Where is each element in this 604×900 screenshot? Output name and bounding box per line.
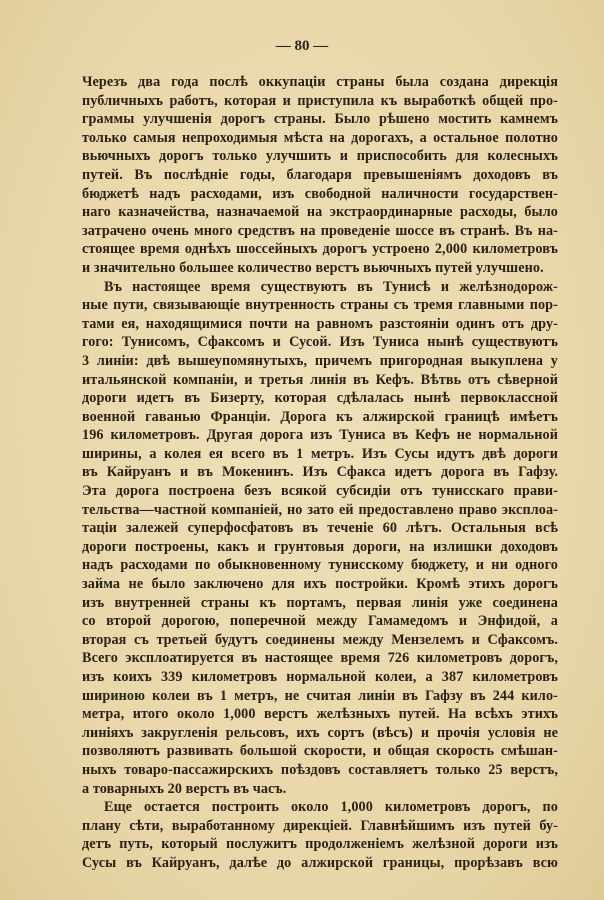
text-line: публичныхъ работъ, которая и приступила къ выработкѣ общей про- [82, 92, 558, 109]
text-line: только самыя непроходимыя мѣста на дорогахъ, а остальное полотно [82, 129, 558, 146]
text-line: Сусы въ Кайруанъ, далѣе до алжирской границы, прорѣзавъ всю [82, 854, 558, 871]
text-line: вьючныхъ дорогъ только улучшить и приспособить для колесныхъ [82, 148, 558, 165]
text-line: путей. Въ послѣдніе годы, благодаря превышеніямъ доходовъ въ [82, 166, 558, 183]
text-line: шириною колеи въ 1 метръ, не считая линіи въ Гафзу въ 244 кило- [82, 687, 558, 704]
text-line: детъ путь, который послужитъ продолженіемъ желѣзной дороги изъ [82, 836, 558, 853]
text-line: метра, итого около 1,000 верстъ желѣзныхъ путей. На всѣхъ этихъ [82, 706, 558, 723]
text-line: дороги идетъ въ Бизерту, которая сдѣлалась нынѣ первоклассной [82, 390, 558, 407]
text-line: затрачено очень много средствъ на проведеніе шоссе въ странѣ. Въ на- [82, 222, 558, 239]
text-line: 3 линіи: двѣ вышеупомянутыхъ, причемъ пригородная выкуплена у [82, 352, 558, 369]
text-line: Еще остается построить около 1,000 километровъ дорогъ, по [104, 799, 558, 816]
body-text [82, 73, 558, 873]
text-line: наго казначейства, назначаемой на экстраординарные расходы, было [82, 204, 558, 221]
text-line: Эта дорога построена безъ всякой субсидіи отъ тунисскаго прави- [82, 483, 558, 500]
text-line: Въ настоящее время существуютъ въ Тунисѣ и желѣзнодорож- [104, 278, 558, 295]
text-line: дороги построены, какъ и грунтовыя дороги, на излишки доходовъ [82, 538, 558, 555]
text-line: бюджетѣ надъ расходами, изъ свободной наличности государствен- [82, 185, 558, 202]
text-line: ныхъ товаро-пассажирскихъ поѣздовъ составляетъ только 25 верстъ, [82, 761, 558, 778]
text-line: Всего эксплоатируется въ настоящее время 726 километровъ дорогъ, [82, 650, 558, 667]
text-line: изъ внутренней страны къ портамъ, первая линія уже соединена [82, 594, 558, 611]
text-line: стоящее время однѣхъ шоссейныхъ дорогъ устроено 2,000 километровъ [82, 241, 558, 258]
text-line: граммы улучшенія дорогъ страны. Было рѣшено мостить камнемъ [82, 111, 558, 128]
text-line: гого: Тунисомъ, Сфаксомъ и Сусой. Изъ Туниса нынѣ существуютъ [82, 334, 558, 351]
text-line: ные пути, связывающіе внутренность страны съ тремя главными пор- [82, 297, 558, 314]
text-line: таціи залежей суперфосфатовъ въ теченіе 60 лѣтъ. Остальныя всѣ [82, 520, 558, 537]
text-line: тельства—частной компаніей, но зато ей предоставлено право эксплоа- [82, 501, 558, 518]
text-line: итальянской компаніи, и третья линія въ Кефъ. Вѣтвь отъ сѣверной [82, 371, 558, 388]
text-line: вторая съ третьей будутъ соединены между Мензелемъ и Сфаксомъ. [82, 631, 558, 648]
text-line: а товарныхъ 20 верстъ въ часъ. [82, 780, 287, 797]
text-line: позволяютъ развивать большой скорости, и общая скорость смѣшан- [82, 743, 558, 760]
text-line: въ Кайруанъ и въ Мокенинъ. Изъ Сфакса идетъ дорога въ Гафзу. [82, 464, 558, 481]
text-line: плану сѣти, выработанному дирекціей. Главнѣйшимъ изъ путей бу- [82, 817, 558, 834]
text-line: Черезъ два года послѣ оккупаціи страны была создана дирекція [82, 74, 558, 90]
text-line: военной гаванью Франціи. Дорога къ алжирской границѣ имѣетъ [82, 408, 558, 425]
text-line: изъ коихъ 339 километровъ нормальной колеи, а 387 километровъ [82, 669, 558, 685]
text-line: со второй дорогою, поперечной между Гамамедомъ и Энфидой, а [82, 613, 558, 630]
text-line: ширины, а колея ея всего въ 1 метръ. Изъ Сусы идутъ двѣ дороги [82, 445, 558, 462]
text-line: тами ея, находящимися почти на равномъ разстояніи одинъ отъ дру- [82, 315, 558, 332]
text-line: 196 километровъ. Другая дорога изъ Туниса въ Кефъ не нормальной [82, 427, 558, 444]
text-line: линіяхъ закругленія рельсовъ, ихъ сортъ (вѣсъ) и прочія условія не [82, 724, 558, 741]
text-line: надъ расходами по обыкновенному тунисскому бюджету, и ни одного [82, 557, 558, 574]
page-number: — 80 — [275, 38, 329, 54]
text-line: займа не было заключено для ихъ постройки. Кромѣ этихъ дорогъ [82, 576, 558, 593]
text-line: и значительно большее количество верстъ вьючныхъ путей улучшено. [82, 259, 544, 276]
